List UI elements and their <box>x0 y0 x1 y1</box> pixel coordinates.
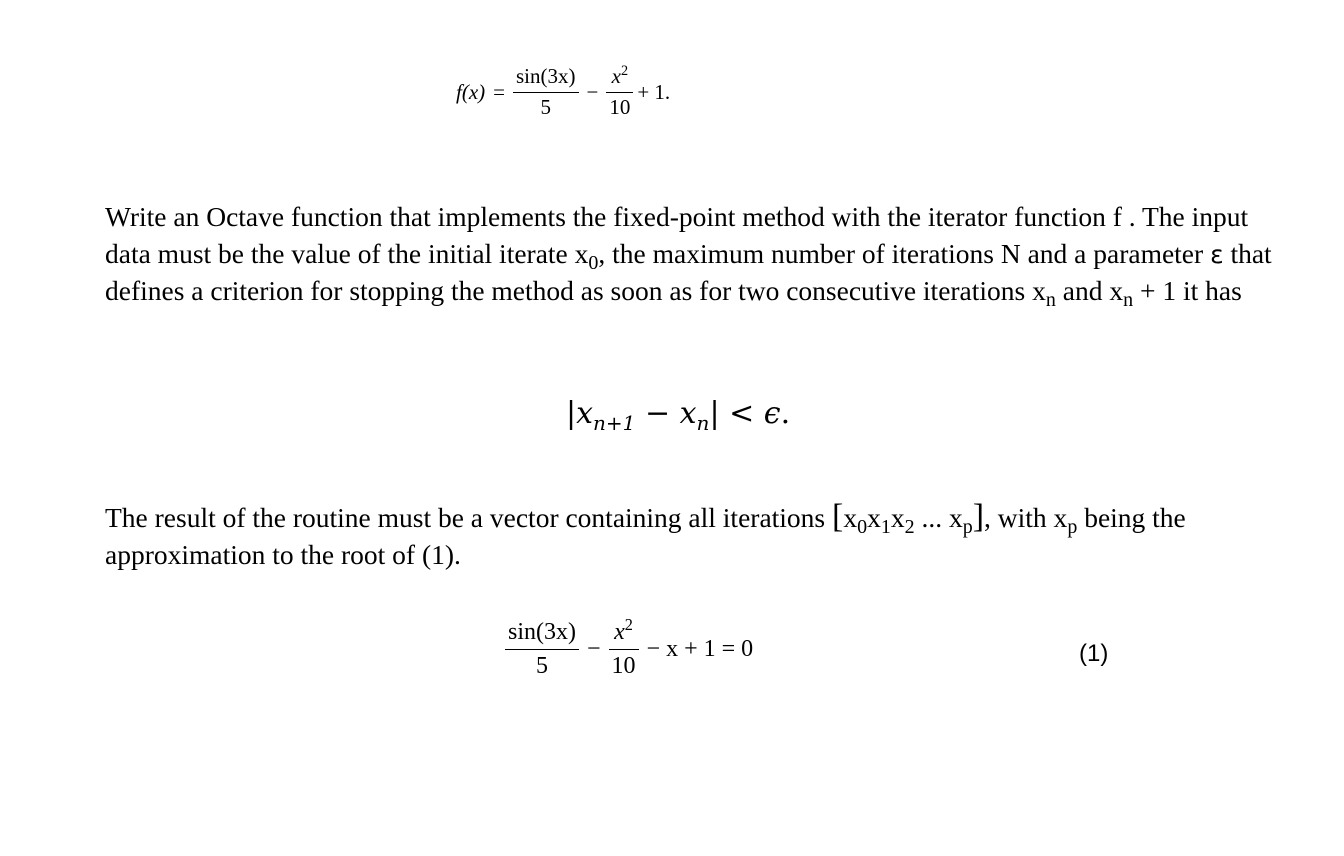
para1-epsilon: ε <box>1210 239 1224 269</box>
para2-sub-p2: p <box>1067 516 1078 538</box>
equation-f-definition <box>456 63 671 119</box>
para2-bracket-close: ] <box>972 498 985 535</box>
ineq-sub1: n+1 <box>593 411 636 435</box>
equation-number: (1) <box>1079 640 1109 667</box>
ineq-sub2: n <box>696 411 710 435</box>
eq-top-fraction-x2 <box>606 63 633 119</box>
eq-top-x: x <box>611 64 621 88</box>
eq1-frac2-denominator: 10 <box>611 653 636 679</box>
para1-text-e: + 1 it has <box>1133 275 1242 306</box>
fraction-bar <box>505 649 579 650</box>
eq1-fraction-sin <box>505 620 579 678</box>
para2-xp: x <box>948 502 963 533</box>
fraction-bar <box>513 92 579 93</box>
eq-top-frac2-numerator <box>609 63 631 88</box>
eq1-tail: − x + 1 = 0 <box>646 635 754 662</box>
eq-top-fraction-sin <box>513 66 579 118</box>
para1-text-c: that defines a criterion for stopping the method as soon as for two consecutive iterations x <box>105 237 1272 306</box>
para2-text-b: , with x <box>984 502 1068 533</box>
para2-text-c: being the approximation to the root of (1). <box>105 502 1186 570</box>
fraction-bar <box>606 92 633 93</box>
eq-top-equals: = <box>493 79 505 104</box>
eq1-frac1-denominator: 5 <box>536 653 548 679</box>
para2-sub-1: 1 <box>880 516 891 538</box>
para2-sub-p: p <box>962 516 973 538</box>
fraction-bar <box>609 649 639 650</box>
ineq-x2: x <box>679 396 697 431</box>
eq1-minus: − <box>587 635 601 662</box>
eq1-x: x <box>614 619 625 645</box>
eq-top-frac1-denominator: 5 <box>540 95 551 119</box>
problem-paragraph-2 <box>105 499 1285 573</box>
ineq-epsilon: ϵ <box>763 396 781 431</box>
eq1-exponent: 2 <box>624 615 633 635</box>
problem-paragraph-1 <box>105 199 1285 310</box>
ineq-abs-close: | <box>709 396 720 431</box>
para1-sub-n2: n <box>1123 289 1134 311</box>
ineq-minus: − <box>635 396 680 431</box>
para1-sub-n1: n <box>1045 289 1056 311</box>
para2-text-a: The result of the routine must be a vector containing all iterations <box>105 502 833 533</box>
para1-text-b: , the maximum number of iterations N and a parameter <box>598 237 1211 269</box>
eq-top-minus: − <box>586 79 599 104</box>
para2-dots: ... <box>914 502 949 533</box>
ineq-abs-open: | <box>566 396 577 431</box>
eq1-frac2-numerator <box>611 615 636 645</box>
eq-top-frac1-numerator: sin(3x) <box>516 64 576 88</box>
eq-top-tail: + 1. <box>637 79 671 104</box>
eq-top-frac2-denominator: 10 <box>609 95 631 119</box>
para2-sub-0: 0 <box>857 516 868 538</box>
para2-bracket-open: [ <box>832 498 844 535</box>
para2-x2: x <box>890 502 905 533</box>
stopping-criterion-inequality <box>566 396 791 435</box>
para2-sub-2: 2 <box>904 516 915 538</box>
para2-x1: x <box>867 502 881 533</box>
para1-sub-0: 0 <box>588 251 599 274</box>
ineq-x1: x <box>576 396 594 431</box>
para1-text-a: Write an Octave function that implements the fixed-point method with the iterator function f . The input data must be the value of the initial iterate x <box>105 201 1249 269</box>
ineq-less-than: < <box>719 396 764 431</box>
eq1-frac1-numerator: sin(3x) <box>508 619 576 645</box>
ineq-period: . <box>780 396 791 431</box>
eq-top-exponent: 2 <box>620 63 629 80</box>
eq-top-lhs: f(x) <box>456 79 486 104</box>
para1-text-d: and x <box>1055 275 1124 306</box>
para2-x0: x <box>843 502 858 533</box>
eq1-fraction-x2 <box>609 615 639 679</box>
equation-1 <box>505 615 754 679</box>
